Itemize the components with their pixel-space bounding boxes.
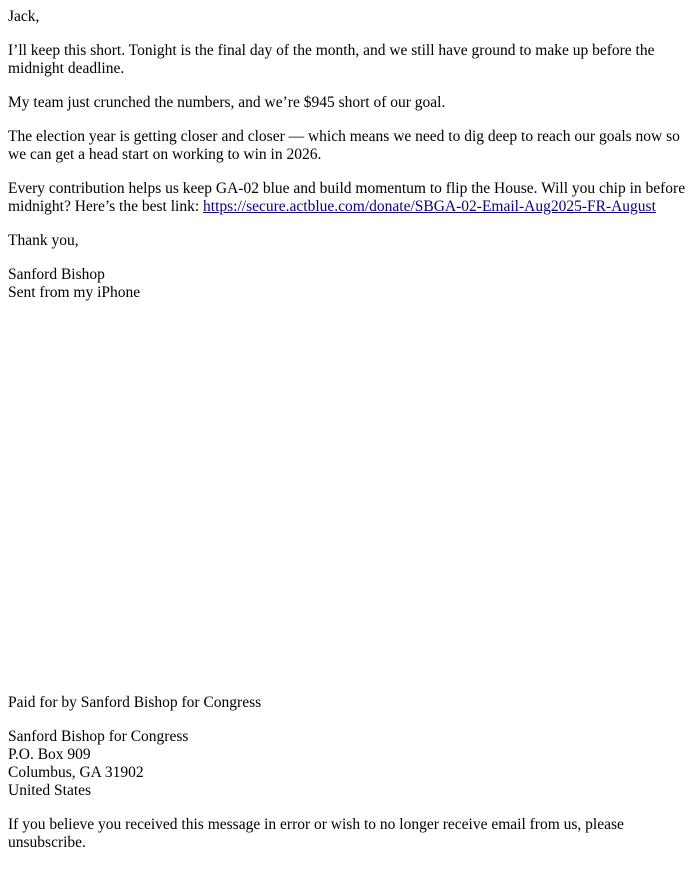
paid-for-disclaimer: Paid for by Sanford Bishop for Congress — [8, 694, 262, 711]
signature-device: Sent from my iPhone — [8, 284, 141, 301]
paragraph-cta — [8, 180, 692, 216]
paragraph-intro: I’ll keep this short. Tonight is the final day of the month, and we still have ground to make up before the midnight deadline. — [8, 42, 655, 77]
paragraph-shortfall: My team just crunched the numbers, and we’re $945 short of our goal. — [8, 94, 446, 111]
signature — [8, 266, 692, 302]
address-org: Sanford Bishop for Congress — [8, 728, 189, 745]
greeting: Jack, — [8, 8, 40, 25]
email-body — [8, 8, 692, 318]
closing: Thank you, — [8, 232, 79, 249]
unsubscribe-notice: If you believe you received this message in error or wish to no longer receive email from us, please unsubscribe. — [8, 816, 624, 851]
donate-link[interactable]: https://secure.actblue.com/donate/SBGA-02-Email-Aug2025-FR-August — [203, 198, 656, 215]
address-line1: P.O. Box 909 — [8, 746, 91, 763]
cta-text: Every contribution helps us keep GA-02 blue and build momentum to flip the House. Will you chip in before midnight? Here’s the best link: — [8, 180, 686, 215]
address-country: United States — [8, 782, 92, 799]
mailing-address — [8, 728, 692, 800]
email-footer — [8, 694, 692, 868]
address-line2: Columbus, GA 31902 — [8, 764, 144, 781]
paragraph-election: The election year is getting closer and closer — which means we need to dig deep to reach our goals now so we can get a head start on working to win in 2026. — [8, 128, 680, 163]
signature-name: Sanford Bishop — [8, 266, 105, 283]
